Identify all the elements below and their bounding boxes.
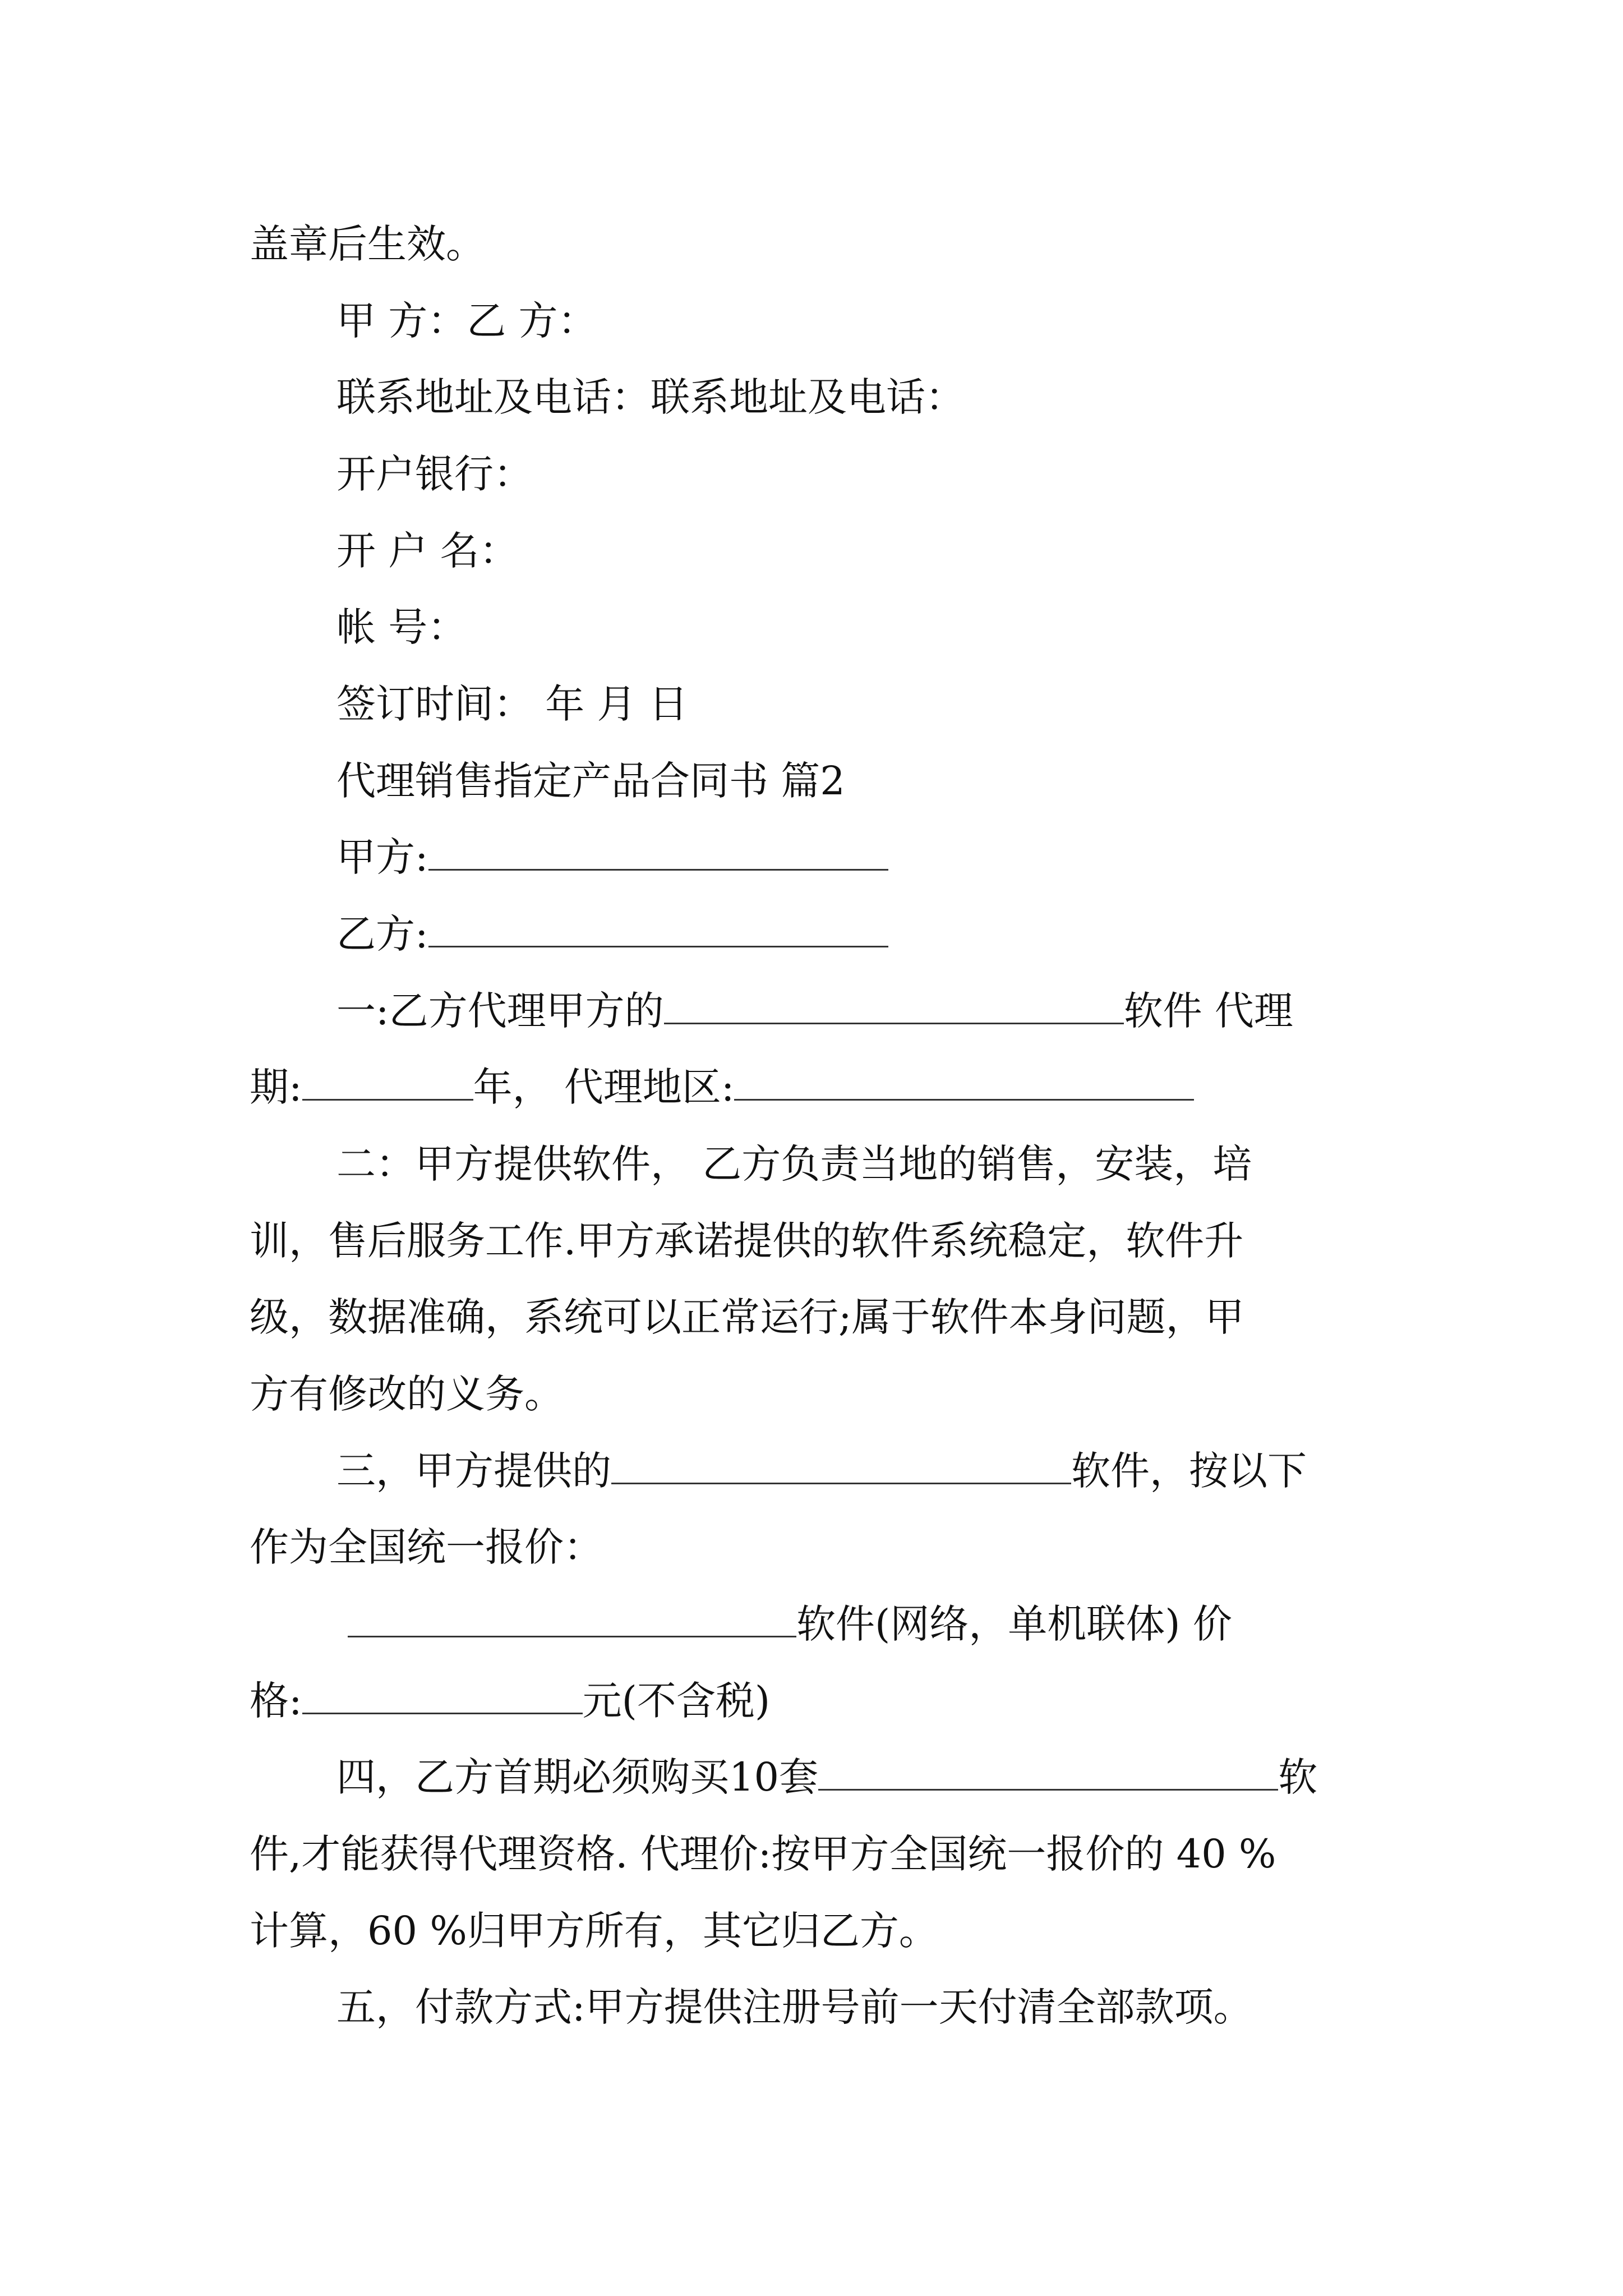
- section-heading: [336, 747, 1623, 815]
- party-a-blank: [428, 834, 888, 871]
- text: 开 户 名：: [336, 528, 519, 574]
- price-blank: [302, 1678, 583, 1714]
- text-line: [250, 1360, 1623, 1428]
- text-line: [250, 210, 1623, 278]
- text-line: [336, 440, 1623, 508]
- text: 开户银行：: [336, 451, 533, 497]
- text-line: [336, 900, 1623, 968]
- text: 软件 代理: [1123, 988, 1293, 1034]
- text: 训，售后服务工作.甲方承诺提供的软件系统稳定，软件升: [250, 1218, 1244, 1264]
- text-line: [336, 1743, 1623, 1811]
- text-line: [250, 1513, 1623, 1581]
- text-line: [250, 1283, 1623, 1351]
- text: 件,才能获得代理资格. 代理价:按甲方全国统一报价的 40 %: [250, 1831, 1276, 1877]
- text: 作为全国统一报价：: [250, 1524, 603, 1570]
- text: 一:乙方代理甲方的: [336, 988, 664, 1034]
- text: 期:: [250, 1064, 302, 1110]
- text-line: [336, 287, 1623, 355]
- text: 二：甲方提供软件， 乙方负责当地的销售，安装，培: [336, 1141, 1252, 1187]
- text-line: [336, 1973, 1623, 2041]
- text: 联系地址及电话：联系地址及电话：: [336, 374, 965, 420]
- software-blank: [818, 1754, 1278, 1791]
- text-line: [250, 1053, 1623, 1121]
- text-line: [336, 1437, 1623, 1504]
- text: 三，甲方提供的: [336, 1448, 611, 1494]
- text-line: [250, 1667, 1623, 1734]
- party-b-blank: [428, 911, 888, 947]
- text-line: [250, 1207, 1623, 1274]
- text: 元(不含税): [582, 1678, 771, 1724]
- text: 格:: [250, 1678, 302, 1724]
- text: 四，乙方首期必须购买10套: [336, 1754, 819, 1800]
- text-line: [250, 1897, 1623, 1964]
- text-line: [250, 1820, 1623, 1888]
- text: 帐 号：: [336, 604, 467, 650]
- text-line: [336, 1130, 1623, 1198]
- party-a-label: 甲方:: [336, 834, 428, 880]
- text: 软件，按以下: [1071, 1448, 1307, 1494]
- text: 计算，60 %归甲方所有，其它归乙方。: [250, 1908, 938, 1954]
- text: 级，数据准确，系统可以正常运行;属于软件本身问题，甲: [250, 1294, 1244, 1340]
- software-blank: [611, 1448, 1071, 1484]
- text: 甲 方：乙 方：: [336, 298, 597, 344]
- text-line: [336, 364, 1623, 431]
- region-blank: [734, 1064, 1194, 1101]
- party-b-label: 乙方:: [336, 911, 428, 957]
- text: 盖章后生效。: [250, 221, 485, 267]
- text: 签订时间： 年 月 日: [336, 681, 688, 727]
- text-line: [336, 977, 1623, 1045]
- period-blank: [302, 1064, 473, 1101]
- text-line: [336, 517, 1623, 585]
- text-line: [336, 593, 1623, 661]
- text-line: [336, 823, 1623, 891]
- software-blank: [348, 1601, 796, 1637]
- heading-text: 代理销售指定产品合同书 篇2: [336, 758, 845, 804]
- text: 软件(网络，单机联体) 价: [796, 1601, 1232, 1647]
- text: 年， 代理地区:: [473, 1064, 735, 1110]
- text: 五，付款方式:甲方提供注册号前一天付清全部款项。: [336, 1984, 1253, 2030]
- text: 软: [1278, 1754, 1318, 1800]
- text: 方有修改的义务。: [250, 1371, 564, 1417]
- software-blank: [664, 988, 1124, 1024]
- text-line: [348, 1590, 1623, 1658]
- text-line: [336, 670, 1623, 738]
